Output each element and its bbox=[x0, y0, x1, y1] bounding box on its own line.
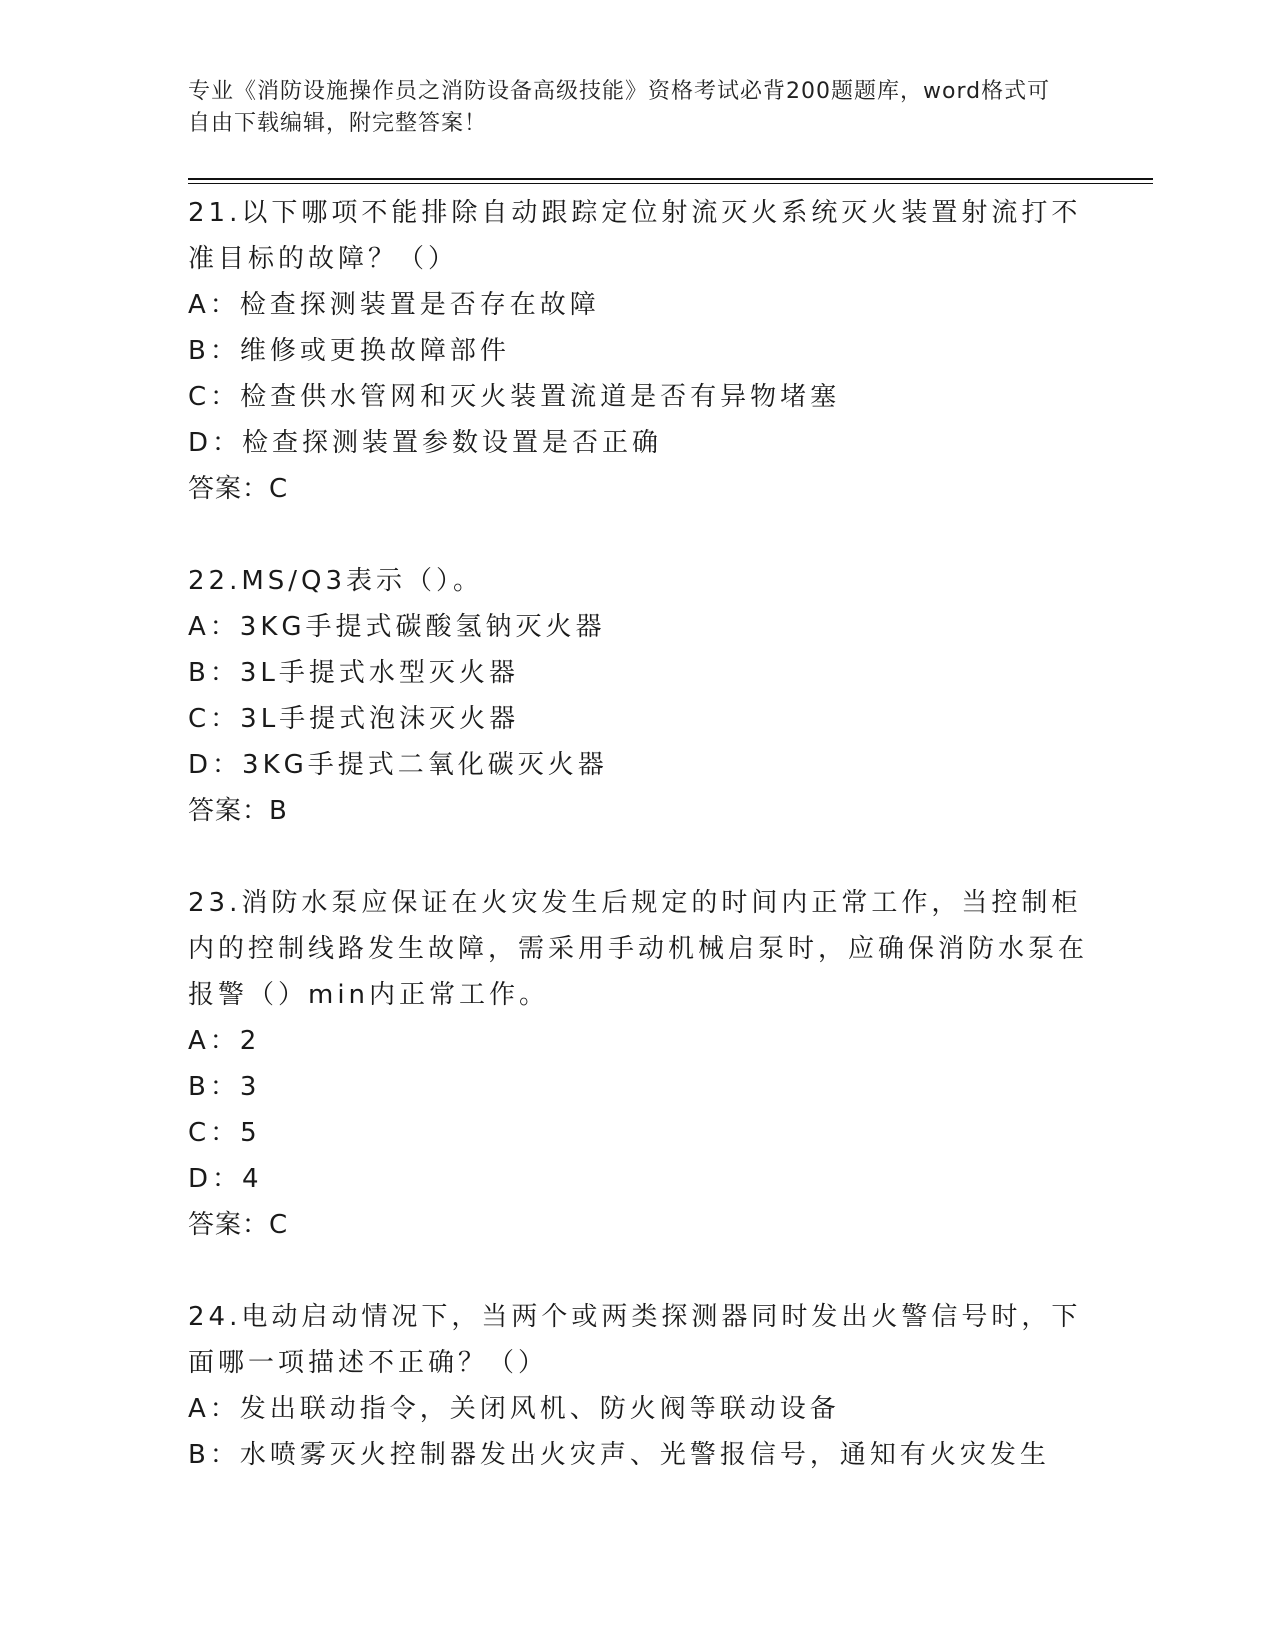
question-stem: 21.以下哪项不能排除自动跟踪定位射流灭火系统灭火装置射流打不准目标的故障？（） bbox=[188, 198, 1082, 274]
answer-label: 答案：B bbox=[188, 796, 288, 826]
question-24 bbox=[188, 1294, 1088, 1478]
question-stem: 23.消防水泵应保证在火灾发生后规定的时间内正常工作，当控制柜内的控制线路发生故障，需采用手动机械启泵时，应确保消防水泵在报警（）min内正常工作。 bbox=[188, 888, 1089, 1010]
answer-label: 答案：C bbox=[188, 474, 289, 504]
option-c: C：3L手提式泡沫灭火器 bbox=[188, 704, 520, 734]
answer-label: 答案：C bbox=[188, 1210, 289, 1240]
header-divider-thin bbox=[188, 183, 1153, 184]
option-a: A：发出联动指令，关闭风机、防火阀等联动设备 bbox=[188, 1394, 840, 1424]
option-d: D：4 bbox=[188, 1164, 263, 1194]
question-22 bbox=[188, 558, 1088, 834]
question-stem: 24.电动启动情况下，当两个或两类探测器同时发出火警信号时，下面哪一项描述不正确？（） bbox=[188, 1302, 1082, 1378]
option-c: C：5 bbox=[188, 1118, 261, 1148]
question-stem: 22.MS/Q3表示（）。 bbox=[188, 566, 484, 596]
option-c: C：检查供水管网和灭火装置流道是否有异物堵塞 bbox=[188, 382, 841, 412]
option-a: A：2 bbox=[188, 1026, 261, 1056]
header-divider bbox=[188, 178, 1153, 180]
question-list bbox=[188, 190, 1088, 1478]
option-a: A：检查探测装置是否存在故障 bbox=[188, 290, 600, 320]
question-21 bbox=[188, 190, 1088, 512]
option-b: B：3L手提式水型灭火器 bbox=[188, 658, 519, 688]
option-a: A：3KG手提式碳酸氢钠灭火器 bbox=[188, 612, 606, 642]
option-d: D：检查探测装置参数设置是否正确 bbox=[188, 428, 663, 458]
option-b: B：3 bbox=[188, 1072, 261, 1102]
document-header: 专业《消防设施操作员之消防设备高级技能》资格考试必背200题题库，word格式可自由下载编辑，附完整答案！ bbox=[188, 79, 1051, 136]
question-23 bbox=[188, 880, 1088, 1248]
option-b: B：水喷雾灭火控制器发出火灾声、光警报信号，通知有火灾发生 bbox=[188, 1440, 1050, 1470]
option-b: B：维修或更换故障部件 bbox=[188, 336, 510, 366]
option-d: D：3KG手提式二氧化碳灭火器 bbox=[188, 750, 608, 780]
